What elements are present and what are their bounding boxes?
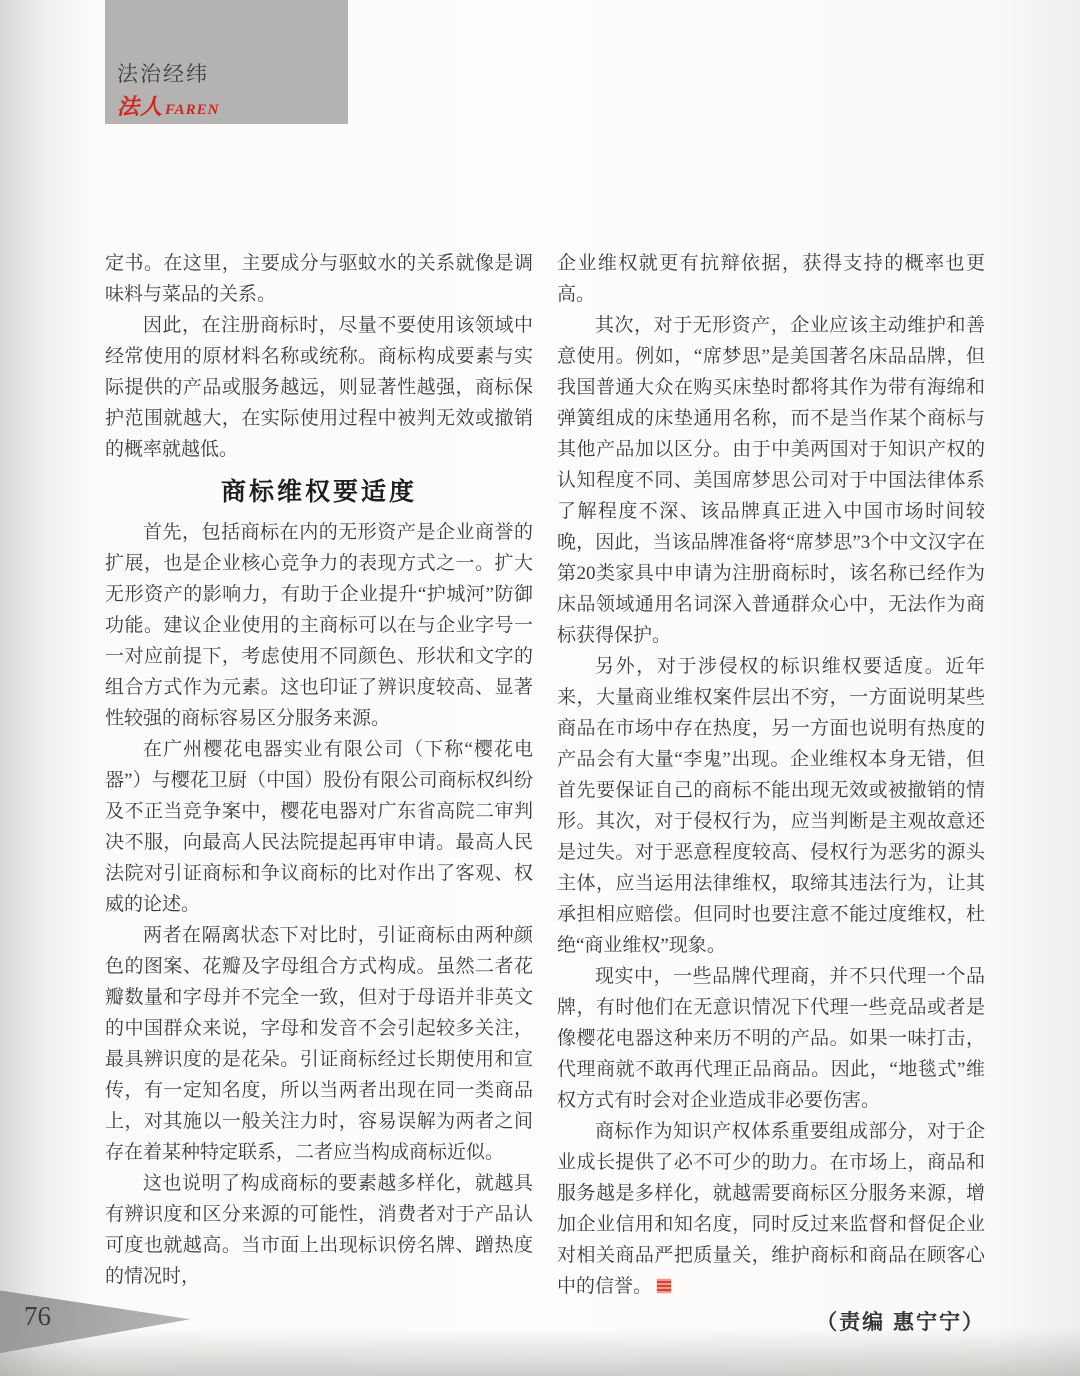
paragraph: 其次，对于无形资产，企业应该主动维护和善意使用。例如，“席梦思”是美国著名床品品牌，但我国普通大众在购买床垫时都将其作为带有海绵和弹簧组成的床垫通用名称，而不是当作某个商标与其他产品加以区分。由于中美两国对于知识产权的认知程度不同、美国席梦思公司对于中国法律体系了解程度不深、该品牌真正进入中国市场时间较晚，因此，当该品牌准备将“席梦思”3个中文汉字在第20类家具中申请为注册商标时，该名称已经作为床品领域通用名词深入普通群众心中，无法作为商标获得保护。 xyxy=(557,315,985,646)
paragraph: 另外，对于涉侵权的标识维权要适度。近年来，大量商业维权案件层出不穷，一方面说明某些商品在市场中存在热度，另一方面也说明有热度的产品会有大量“李鬼”出现。企业维权本身无错，但首先要保证自己的商标不能出现无效或被撤销的情形。其次，对于侵权行为，应当判断是主观故意还是过失。对于恶意程度较高、侵权行为恶劣的源头主体，应当运用法律维权，取缔其违法行为，让其承担相应赔偿。但同时也要注意不能过度维权，杜绝“商业维权”现象。 xyxy=(557,656,985,956)
paragraph: 在广州樱花电器实业有限公司（下称“樱花电器”）与樱花卫厨（中国）股份有限公司商标权纠纷及不正当竞争案中，樱花电器对广东省高院二审判决不服，向最高人民法院提起再审申请。最高人民法院对引证商标和争议商标的比对作出了客观、权威的论述。 xyxy=(105,739,533,915)
page-number: 76 xyxy=(24,1301,51,1331)
paragraph-final xyxy=(557,1116,985,1302)
paragraph-text: 商标作为知识产权体系重要组成部分，对于企业成长提供了必不可少的助力。在市场上，商品和服务越是多样化，就越需要商标区分服务来源，增加企业信用和知名度，同时反过来监督和督促企业对相关商品严把质量关，维护商标和商品在顾客心中的信誉。 xyxy=(557,1121,985,1297)
article-column-right xyxy=(557,248,985,1338)
masthead-block xyxy=(105,0,348,124)
magazine-logo xyxy=(117,90,220,121)
logo-cn-text: 法人 xyxy=(117,94,164,119)
paragraph-continuation: 企业维权就更有抗辩依据，获得支持的概率也更高。 xyxy=(557,253,985,305)
paragraph: 两者在隔离状态下对比时，引证商标由两种颜色的图案、花瓣及字母组合方式构成。虽然二者花瓣数量和字母并不完全一致，但对于母语并非英文的中国群众来说，字母和发音不会引起较多关注，最具辨识度的是花朵。引证商标经过长期使用和宣传，有一定知名度，所以当两者出现在同一类商品上，对其施以一般关注力时，容易误解为两者之间存在着某种特定联系，二者应当构成商标近似。 xyxy=(105,925,533,1163)
section-label: 法治经纬 xyxy=(117,63,209,86)
seal-stamp-icon xyxy=(657,1279,671,1293)
paragraph: 因此，在注册商标时，尽量不要使用该领域中经常使用的原材料名称或统称。商标构成要素与实际提供的产品或服务越远，则显著性越强，商标保护范围就越大，在实际使用过程中被判无效或撤销的概率就越低。 xyxy=(105,315,533,460)
paragraph-continuation: 定书。在这里，主要成分与驱蚊水的关系就像是调味料与菜品的关系。 xyxy=(105,253,533,305)
logo-en-text: FAREN xyxy=(165,102,220,118)
section-heading: 商标维权要适度 xyxy=(220,478,417,506)
paragraph: 现实中，一些品牌代理商，并不只代理一个品牌，有时他们在无意识情况下代理一些竞品或者是像樱花电器这种来历不明的产品。如果一味打击，代理商就不敢再代理正品商品。因此，“地毯式”维权方式有时会对企业造成非必要伤害。 xyxy=(557,966,985,1111)
paragraph: 这也说明了构成商标的要素越多样化，就越具有辨识度和区分来源的可能性，消费者对于产品认可度也就越高。当市面上出现标识傍名牌、蹭热度的情况时， xyxy=(105,1173,533,1287)
article-column-left xyxy=(105,248,533,1292)
paragraph: 首先，包括商标在内的无形资产是企业商誉的扩展，也是企业核心竞争力的表现方式之一。扩大无形资产的影响力，有助于企业提升“护城河”防御功能。建议企业使用的主商标可以在与企业字号一一对应前提下，考虑使用不同颜色、形状和文字的组合方式作为元素。这也印证了辨识度较高、显著性较强的商标容易区分服务来源。 xyxy=(105,522,533,729)
editor-credit: （责编 惠宁宁） xyxy=(816,1311,985,1334)
page-number-marker xyxy=(0,1284,196,1356)
